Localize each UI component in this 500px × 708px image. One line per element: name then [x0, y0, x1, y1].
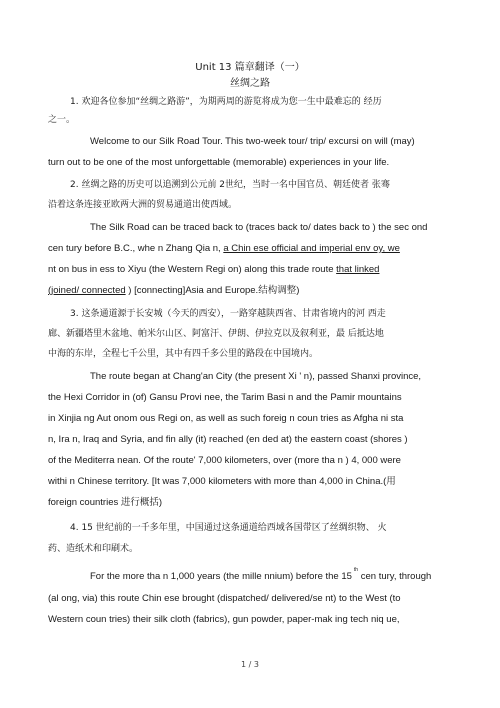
p2-en-line-4-underlined: (joined/ connected [48, 285, 126, 296]
p3-en-line-2: the Hexi Corridor in (of) Gansu Provi nee, the Tarim Basi n and the Pamir mountains [48, 392, 402, 403]
p1-en-line-1: Welcome to our Silk Road Tour. This two-week tour/ trip/ excursi on will (may) [90, 136, 415, 147]
p3-en-line-3: in Xinjia ng Aut onom ous Regi on, as well as such foreig n coun tries as Afgha ni sta [48, 413, 404, 424]
p4-en-line-1 [90, 566, 470, 589]
p4-en-line-1-text-end: cen tury, through [358, 571, 432, 582]
p2-en-line-2 [48, 238, 428, 259]
p4-en-line-3: Western coun tries) their silk cloth (fabrics), gun powder, paper-mak ing tech niq ue, [48, 614, 400, 625]
p2-en-line-4 [48, 280, 428, 301]
p3-cn-line-3: 中海的东岸，全程七千公里，其中有四千多公里的路段在中国境内。 [48, 349, 319, 359]
p2-en-line-3-underlined: that linked [336, 264, 380, 275]
p3-en-line-5: of the Mediterra nean. Of the route' 7,000 kilometers, over (more tha n ) 4, 000 were [48, 455, 401, 466]
p2-en-line-3-text: nt on bus in ess to Xiyu (the Western Regi on) along this trade route [48, 264, 337, 275]
p3-en-line-4: n, Ira n, Iraq and Syria, and fin ally (it) reached (en ded at) the eastern coast (shores ) [48, 434, 408, 445]
p3-cn-line-2: 廊、新疆塔里木盆地、帕米尔山区、阿富汗、伊朗、伊拉克以及叙利亚，最 后抵达地 [48, 329, 384, 339]
p2-en-line-2-text: cen tury before B.C., whe n Zhang Qia n, [48, 243, 224, 254]
page-subtitle: 丝绸之路 [230, 78, 270, 89]
p4-en-line-1-text: For the more tha n 1,000 years (the mille nnium) before the 15 [90, 571, 352, 582]
p2-cn-line-1: 2. 丝绸之路的历史可以追溯到公元前 2世纪，当时一名中国官员、朝廷使者 张骞 [70, 180, 390, 190]
p2-en-line-1: The Silk Road can be traced back to (traces back to/ dates back to ) the sec ond [90, 222, 428, 233]
p4-cn-line-1: 4. 15 世纪前的一千多年里，中国通过这条通道给西域各国带区了丝绸织物、 火 [70, 523, 387, 533]
p2-en-line-3 [48, 259, 428, 280]
p1-cn-line-2: 之一。 [48, 115, 76, 125]
p1-cn-line-1: 1. 欢迎各位参加“丝绸之路游”，为期两周的游览将成为您一生中最难忘的 经历 [70, 97, 382, 107]
p4-cn-line-2: 药、造纸术和印刷术。 [48, 544, 139, 554]
p4-ordinal-superscript: th [353, 567, 359, 573]
p2-en-line-4-text: ) [connecting]Asia and Europe.结构调整) [125, 285, 300, 296]
p2-en-line-2-underlined: a Chin ese official and imperial env oy, we [223, 243, 400, 254]
page-number: 1 / 3 [241, 660, 259, 669]
p3-en-line-7: foreign countries 进行概括) [48, 497, 163, 508]
p3-en-line-6: withi n Chinese territory. [It was 7,000 kilometers with more than 4,000 in China.(用 [48, 476, 396, 487]
page-title: Unit 13 篇章翻译（一） [195, 62, 305, 73]
p4-en-line-2: (al ong, via) this route Chin ese brought (dispatched/ delivered/se nt) to the West (to [48, 593, 401, 604]
p2-cn-line-2: 沿着这条连接亚欧两大洲的贸易通道出使西域。 [48, 200, 238, 210]
p1-en-line-2: turn out to be one of the most unforgettable (memorable) experiences in your life. [48, 157, 390, 168]
p3-cn-line-1: 3. 这条通道源于长安城（今天的西安），一路穿越陕西省、甘肃省境内的河 西走 [70, 309, 386, 319]
p3-en-line-1: The route began at Chang'an City (the present Xi ' n), passed Shanxi province, [90, 371, 422, 382]
